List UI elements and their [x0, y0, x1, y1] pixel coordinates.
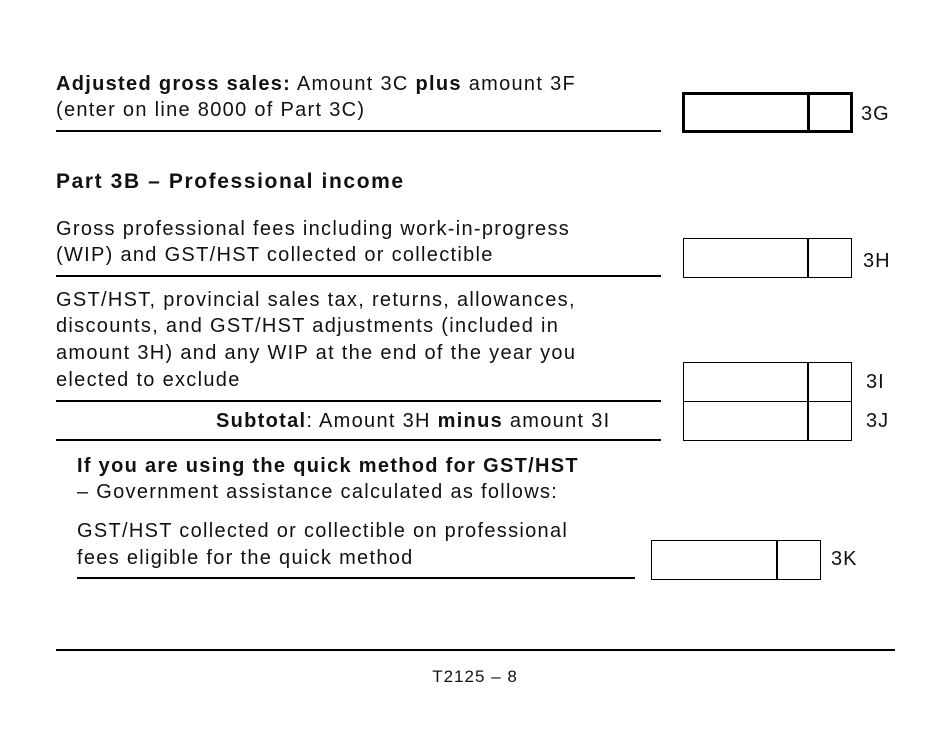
line-code-3i: 3I [866, 371, 885, 393]
cents-divider [807, 402, 809, 440]
line-3i-label-line2: discounts, and GST/HST adjustments (included in [56, 315, 560, 337]
quick-method-heading: If you are using the quick method for GST/HST [77, 455, 579, 477]
quick-method-subheading: – Government assistance calculated as follows: [77, 481, 559, 503]
line-3h-label-line2: (WIP) and GST/HST collected or collectible [56, 244, 494, 266]
amount-3h-field[interactable] [683, 238, 852, 278]
line-3i-label-line1: GST/HST, provincial sales tax, returns, allowances, [56, 289, 576, 311]
line-3h-rule [56, 275, 661, 277]
cents-divider [807, 363, 809, 401]
line-3k-label-line1: GST/HST collected or collectible on professional [77, 520, 569, 542]
cents-divider [807, 239, 809, 277]
line-3g-rule [56, 130, 661, 132]
line-code-3j: 3J [866, 410, 890, 432]
line-3k-rule [77, 577, 635, 579]
line-3i-label-line4: elected to exclude [56, 369, 241, 391]
line-3j-rule [56, 439, 661, 441]
cents-divider [776, 541, 778, 579]
line-code-3g: 3G [861, 103, 890, 125]
amount-3k-field[interactable] [651, 540, 821, 580]
line-code-3h: 3H [863, 250, 891, 272]
part-3b-heading: Part 3B – Professional income [56, 170, 405, 193]
amount-3g-field[interactable] [682, 92, 853, 133]
amount-3i-field[interactable] [683, 362, 852, 402]
subtotal-label: Subtotal [216, 410, 307, 432]
page-number: T2125 – 8 [432, 667, 518, 686]
footer-rule [56, 649, 895, 651]
line-3h-label-line1: Gross professional fees including work-in-progress [56, 218, 571, 240]
line-3i-rule [56, 400, 661, 402]
adjusted-gross-sales-label: Adjusted gross sales: [56, 73, 292, 95]
line-code-3k: 3K [831, 548, 858, 570]
line-3g-label: Adjusted gross sales: Amount 3C plus amount 3F [56, 73, 577, 95]
line-3i-label-line3: amount 3H) and any WIP at the end of the year you [56, 342, 577, 364]
amount-3j-field[interactable] [683, 401, 852, 441]
cents-divider [807, 95, 810, 130]
line-3g-label-line2: (enter on line 8000 of Part 3C) [56, 99, 366, 121]
line-3k-label-line2: fees eligible for the quick method [77, 547, 414, 569]
line-3j-label: Subtotal: Amount 3H minus amount 3I [216, 410, 611, 432]
